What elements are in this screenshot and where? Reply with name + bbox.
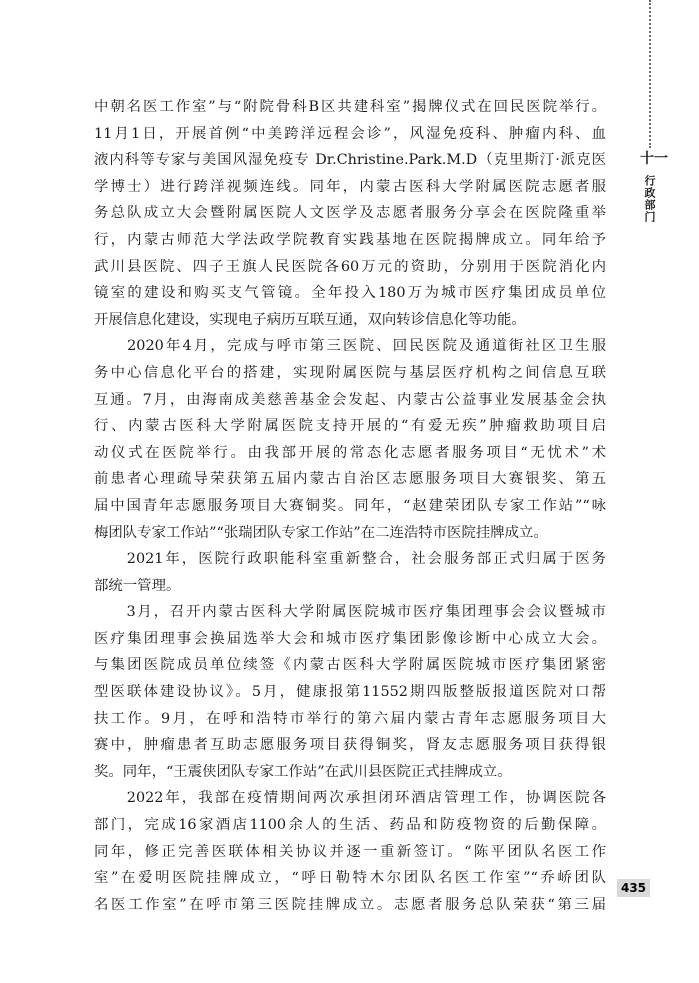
text-line: 开展信息化建设，实现电子病历互联互通，双向转诊信息化等功能。 <box>94 311 526 328</box>
text-line: 前患者心理疏导荣获第五届内蒙古自治区志愿服务项目大赛银奖、第五 <box>94 471 606 488</box>
text-line: 液内科等专家与美国风湿免疫专 Dr.Christine.Park.M.D（克里斯汀·派克医 <box>94 152 606 169</box>
text-line: 务总队成立大会暨附属医院人文医学及志愿者服务分享会在医院隆重举 <box>94 205 606 222</box>
text-line: 部门，完成16家酒店1100余人的生活、药品和防疫物资的后勤保障。 <box>94 817 606 834</box>
text-line: 部统一管理。 <box>94 577 181 594</box>
body-text <box>94 94 606 918</box>
text-line: 行、内蒙古医科大学附属医院支持开展的“有爱无疾”肿瘤救助项目启 <box>94 418 606 435</box>
text-line: 名医工作室”在呼市第三医院挂牌成立。志愿者服务总队荣获“第三届 <box>94 896 606 913</box>
text-line: 届中国青年志愿服务项目大赛铜奖。同年，“赵建荣团队专家工作站”“咏 <box>94 497 606 514</box>
text-line: 互通。7月，由海南成美慈善基金会发起、内蒙古公益事业发展基金会执 <box>94 391 606 408</box>
text-line: 行，内蒙古师范大学法政学院教育实践基地在医院揭牌成立。同年给予 <box>94 231 606 248</box>
text-line: 扶工作。9月，在呼和浩特市举行的第六届内蒙古青年志愿服务项目大 <box>94 710 606 727</box>
text-line: 2022年，我部在疫情期间两次承担闭环酒店管理工作，协调医院各 <box>94 790 606 807</box>
text-line: 2020年4月，完成与呼市第三医院、回民医院及通道街社区卫生服 <box>94 338 606 355</box>
text-line: 务中心信息化平台的搭建，实现附属医院与基层医疗机构之间信息互联 <box>94 364 606 381</box>
page-number: 435 <box>617 879 650 897</box>
text-line: 室”在爱明医院挂牌成立，“呼日勒特木尔团队名医工作室”“乔峤团队 <box>94 870 606 887</box>
text-line: 2021年，医院行政职能科室重新整合，社会服务部正式归属于医务 <box>94 551 606 568</box>
text-line: 与集团医院成员单位续签《内蒙古医科大学附属医院城市医疗集团紧密 <box>94 657 606 674</box>
sidebar-dotted-rule <box>649 0 651 148</box>
text-line: 梅团队专家工作站”“张瑞团队专家工作站”在二连浩特市医院挂牌成立。 <box>94 524 548 541</box>
text-line: 奖。同年，“王震侠团队专家工作站”在武川县医院正式挂牌成立。 <box>94 763 512 780</box>
chapter-title: 行政部门 <box>643 175 656 223</box>
text-line: 型医联体建设协议》。5月，健康报第11552期四版整版报道医院对口帮 <box>94 684 606 701</box>
text-line: 3月，召开内蒙古医科大学附属医院城市医疗集团理事会会议暨城市 <box>94 604 606 621</box>
text-line: 中朝名医工作室”与“附院骨科B区共建科室”揭牌仪式在回民医院举行。 <box>94 99 606 115</box>
chapter-number: 十一 <box>640 151 668 167</box>
text-line: 镜室的建设和购买支气管镜。全年投入180万为城市医疗集团成员单位 <box>94 285 606 302</box>
text-line: 同年，修正完善医联体相关协议并逐一重新签订。“陈平团队名医工作 <box>94 843 606 860</box>
text-line: 武川县医院、四子王旗人民医院各60万元的资助，分别用于医院消化内 <box>94 258 606 275</box>
text-line: 赛中，肿瘤患者互助志愿服务项目获得铜奖，肾友志愿服务项目获得银 <box>94 737 606 754</box>
text-line: 学博士）进行跨洋视频连线。同年，内蒙古医科大学附属医院志愿者服 <box>94 178 606 195</box>
text-line: 11月1日，开展首例“中美跨洋远程会诊”，风湿免疫科、肿瘤内科、血 <box>94 125 606 142</box>
text-line: 动仪式在医院举行。由我部开展的常态化志愿者服务项目“无忧术”术 <box>94 444 606 461</box>
text-line: 医疗集团理事会换届选举大会和城市医疗集团影像诊断中心成立大会。 <box>94 630 606 647</box>
